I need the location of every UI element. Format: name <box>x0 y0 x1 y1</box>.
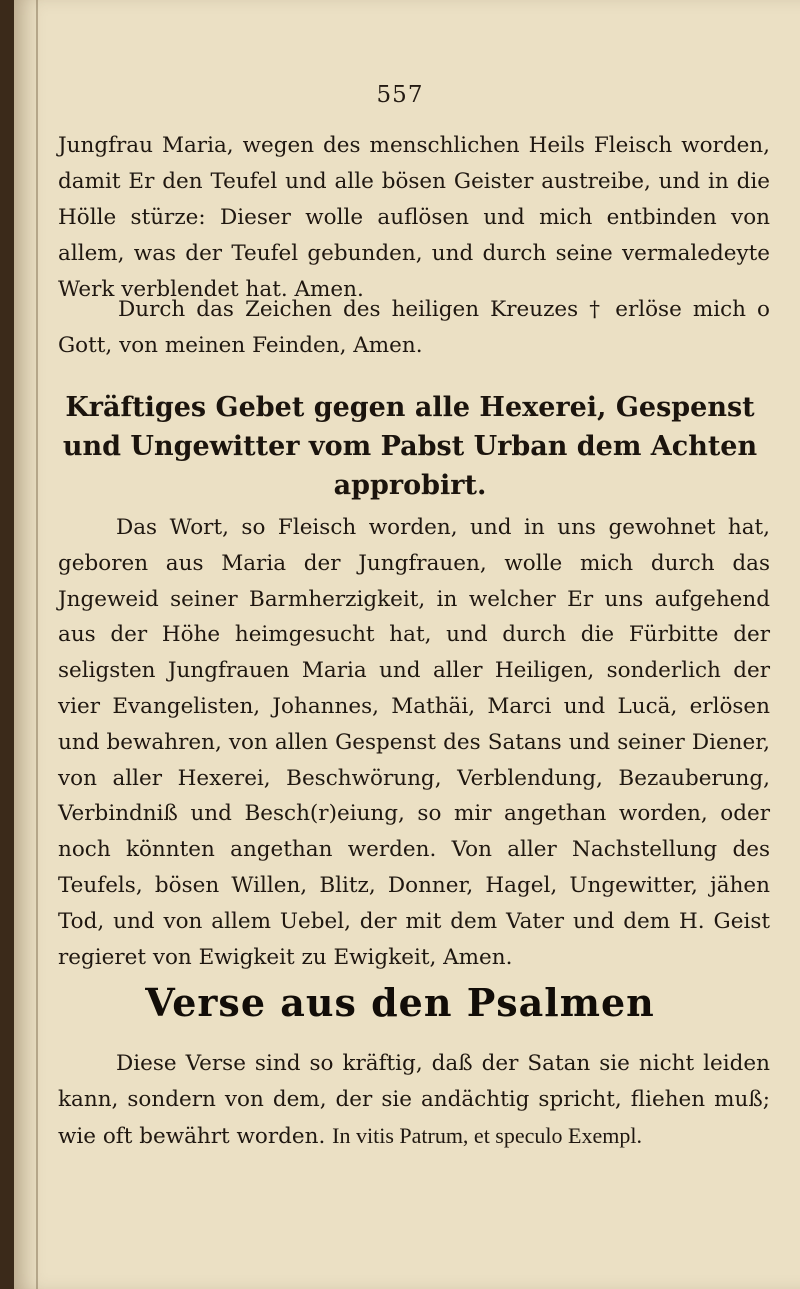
psalms-intro-latin-source: In vitis Patrum, et speculo Exempl. <box>332 1123 642 1148</box>
page-fold-shadow <box>36 0 38 1289</box>
paragraph-prayer-text: Das Wort, so Fleisch worden, und in uns gewohnet hat, geboren aus Maria der Jungfrauen, wolle mich durch das Jngeweid seiner Barmherzigkeit, in welcher Er uns aufgehend aus der Höhe heimgesucht hat, und durch die Fürbitte der seligsten Jungfrauen Maria und aller Heiligen, sonderlich der vier Evangelisten, Johannes, Mathäi, Marci und Lucä, erlösen und bewahren, von allen Gespenst des Satans und seiner Diener, von aller Hexerei, Beschwörung, Verblendung, Bezauberung, Verbindniß und Besch(r)eiung, so mir angethan worden, oder noch könnten angethan werden. Von aller Nachstellung des Teufels, bösen Willen, Blitz, Donner, Hagel, Ungewitter, jähen Tod, und von allem Uebel, der mit dem Vater und dem H. Geist regieret von Ewigkeit zu Ewigkeit, Amen. <box>58 515 770 970</box>
section-heading-psalms: Verse aus den Psalmen <box>145 980 655 1025</box>
section-heading-prayer: Kräftiges Gebet gegen alle Hexerei, Gespenst und Ungewitter vom Pabst Urban dem Achten approbirt. <box>62 392 758 501</box>
paragraph-prayer-end: Jungfrau Maria, wegen des menschlichen Heils Fleisch worden, damit Er den Teufel und alle bösen Geister austreibe, und in die Hölle stürze: Dieser wolle auflösen und mich entbinden von allem, was der Teufel gebunden, und durch seine vermaledeyte Werk verblendet hat. Amen. <box>58 133 770 302</box>
paragraph-cross-blessing: Durch das Zeichen des heiligen Kreuzes † erlöse mich o Gott, von meinen Feinden, Amen. <box>58 297 770 358</box>
psalms-intro-fraktur: Diese Verse sind so kräftig, daß der Satan sie nicht leiden kann, sondern von dem, der sie andächtig spricht, fliehen muß; wie oft bewährt worden. <box>58 1051 770 1149</box>
page-number: 557 <box>376 82 424 108</box>
paragraph-psalms-intro <box>58 1046 770 1155</box>
